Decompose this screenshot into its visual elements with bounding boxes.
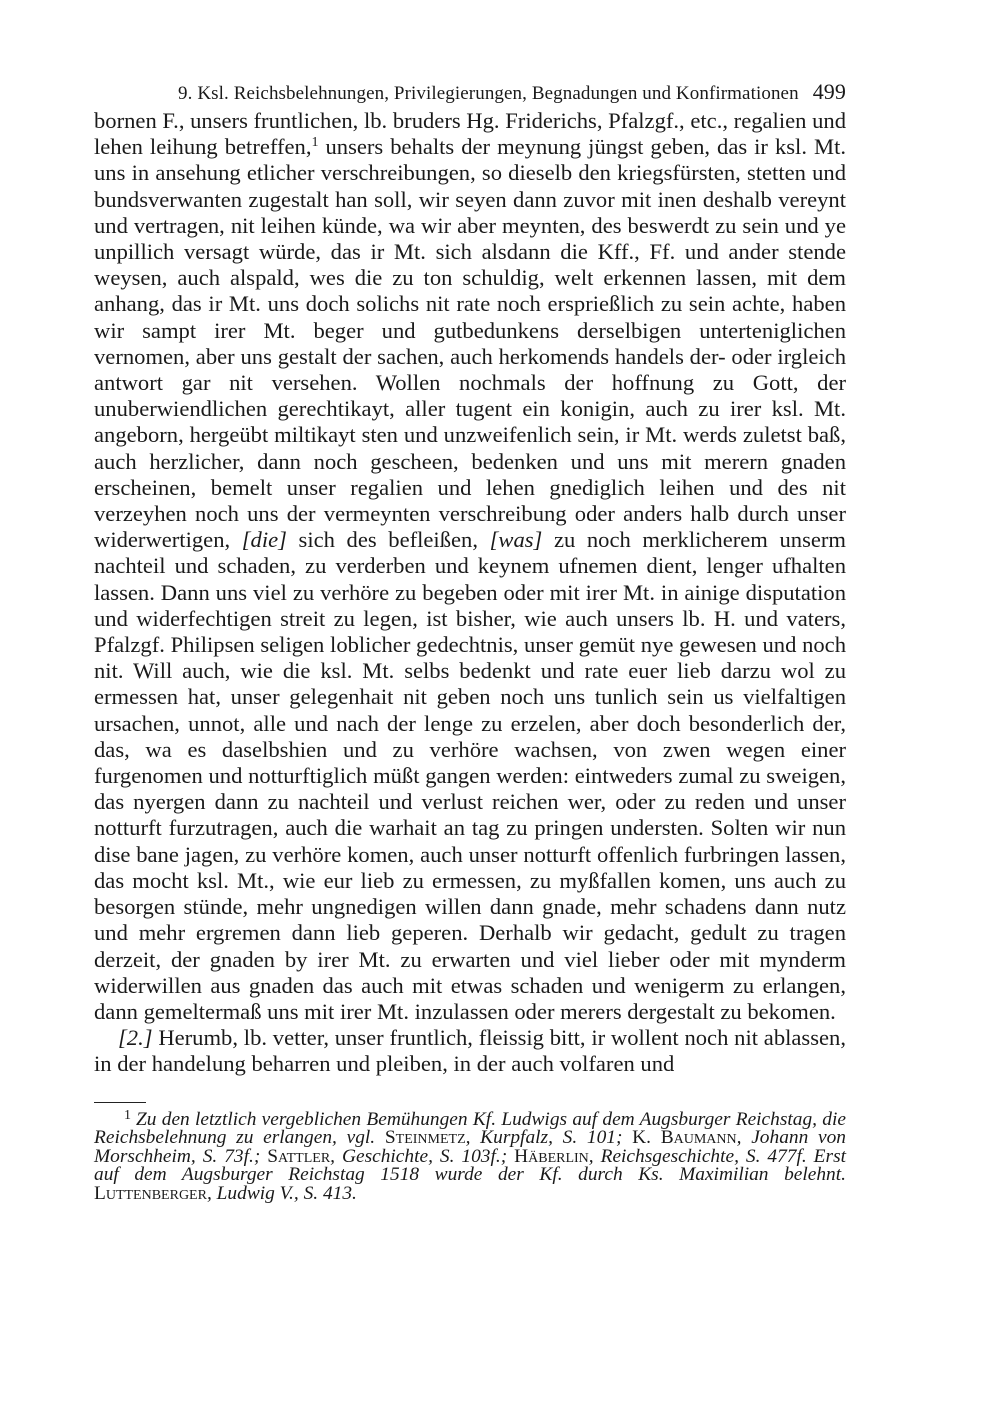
author-luttenberger: Luttenberger [94,1182,207,1204]
paragraph-1-text-b: unsers behalts der meynung jüngst geben, das ir ksl. Mt. uns in ansehung etlicher verschreibungen, so dieselb den kriegsfürsten, stetten und bundsverwanten zugestalt han soll, wir seyen dann zuvor mit inen deshalb vereynt und vertragen, nit leihen künde, wa wir aber meynten, des beswerdt zu sein und ye unpillich versagt würde, das ir Mt. sich alsdann die Kff., Ff. und ander stende weysen, auch alspald, wes die zu ton schuldig, welt erkennen lassen, mit dem anhang, das ir Mt. uns doch solichs nit rate noch ersprießlich zu sein achte, haben wir sampt irer Mt. beger und gutbedunkens derselbigen unterteniglichen vernomen, aber uns gestalt der sachen, auch herkomends handels der- oder irgleich antwort gar nit versehen. Wollen nochmals der hoffnung zu Gott, der unuberwiendlichen gerechtikayt, aller tugent ein konigin, auch zu irer ksl. Mt. angeborn, hergeübt miltikayt sten und unzweifenlich sein, ir Mt. werds zuletst baß, auch herzlicher, dann noch gescheen, bedenken und uns mit merern gnaden erscheinen, bemelt unser regalien und lehen gnediglich leihen und des nit verzeyhen noch uns der vermeynten verschreibung oder anders halb durch unser widerwertigen, [94,134,846,553]
author-steinmetz: Steinmetz [384,1127,466,1149]
footnote-divider [94,1102,146,1103]
paragraph-2-text: Herumb, lb. vetter, unser fruntlich, fleissig bitt, ir wollent noch nit ablassen, in der handelung beharren und pleiben, in der auch volfaren und [94,1025,846,1077]
paragraph-1-text-a: bornen F., unsers fruntlichen, lb. bruders Hg. Friderichs, Pfalzgf., etc., regalien und lehen leihung betreffen, [94,108,846,160]
main-text [94,108,846,1078]
footnote-1 [94,1107,846,1204]
author-sattler: Sattler [267,1145,331,1167]
author-haeberlin: Häberlin [514,1145,589,1167]
paragraph-2 [94,1025,846,1077]
paragraph-1-text-d: zu noch merklicherem unserm nachteil und schaden, zu verderben und keynem ufnemen dient, lenger ufhalten lassen. Dann uns viel zu verhöre zu begeben oder mit irer Mt. in ainige disputation und widerfechtigen streit zu legen, ist bisher, wie auch unsers lb. H. und vaters, Pfalzgf. Philipsen seligen loblicher gedechtnis, unser gemüt nye gewesen und noch nit. Will auch, wie die ksl. Mt. selbs bedenkt und rate euer lieb darzu wol zu ermessen hat, unser gelegenhait nit geben noch uns tunlich sein us vielfaltigen ursachen, unnot, alle und nach der lenge zu erzelen, aber doch besonderlich der, das, wa es daselbshien und zu verhöre wachsen, von zwen wegen einer furgenomen und notturftiglich müßt gangen werden: eintweders zumal zu sweigen, das nyergen dann zu nachteil und verlust reichen wer, oder zu reden und unser notturft furzutragen, auch die warhait an tag zu pringen understen. Solten wir nun dise bane jagen, zu verhöre komen, auch unser notturft offenlich furbringen lassen, das mocht ksl. Mt., wie eur lieb zu ermessen, zu myßfallen komen, uns auch zu besorgen stünde, mehr ungnedigen willen dann gnade, mehr schadens dann nutz und mehr ergremen dann lieb geperen. Derhalb wir gedacht, gedult zu tragen derzeit, der gnaden by irer Mt. zu erwarten und viel lieber oder mit mynderm widerwillen aus gnaden das auch mit etwas schaden und wenigerm zu erlangen, dann gemeltermaß uns mit irer Mt. inzulassen oder merers dergestalt zu bekomen. [94,527,846,1024]
author-initial: K. [632,1127,661,1149]
page [94,78,846,1203]
footnote-text: , Ludwig V., S. 413. [206,1182,357,1204]
footnote-text: , Geschichte, S. 103f.; [330,1145,515,1167]
section-marker: [2.] [118,1025,153,1051]
running-head [94,78,846,108]
footnote-reference-1[interactable]: 1 [311,135,319,151]
footnote-number: 1 [124,1107,131,1123]
editorial-insertion-die: [die] [241,527,287,553]
footnote-text: , Reichsgeschichte, S. 477f. Erst auf dem Augsburger Reichstag 1518 wurde der Kf. durch Ks. Maximilian belehnt. [94,1145,846,1186]
footnote-text: Zu den letztlich vergeblichen Bemühungen Kf. Ludwigs auf dem Augsburger Reichstag, die Reichsbelehnung zu erlangen, vgl. [94,1108,846,1149]
paragraph-1-text-c: sich des befleißen, [286,527,490,553]
paragraph-1 [94,108,846,1025]
author-baumann: Baumann [660,1127,737,1149]
running-title: 9. Ksl. Reichsbelehnungen, Privilegierungen, Begnadungen und Konfirmationen [178,83,799,104]
footnote-text: , Kurpfalz, S. 101; [465,1127,633,1149]
editorial-insertion-was: [was] [489,527,543,553]
footnote-text: , Johann von Morschheim, S. 73f.; [94,1127,846,1167]
page-number: 499 [812,79,846,104]
